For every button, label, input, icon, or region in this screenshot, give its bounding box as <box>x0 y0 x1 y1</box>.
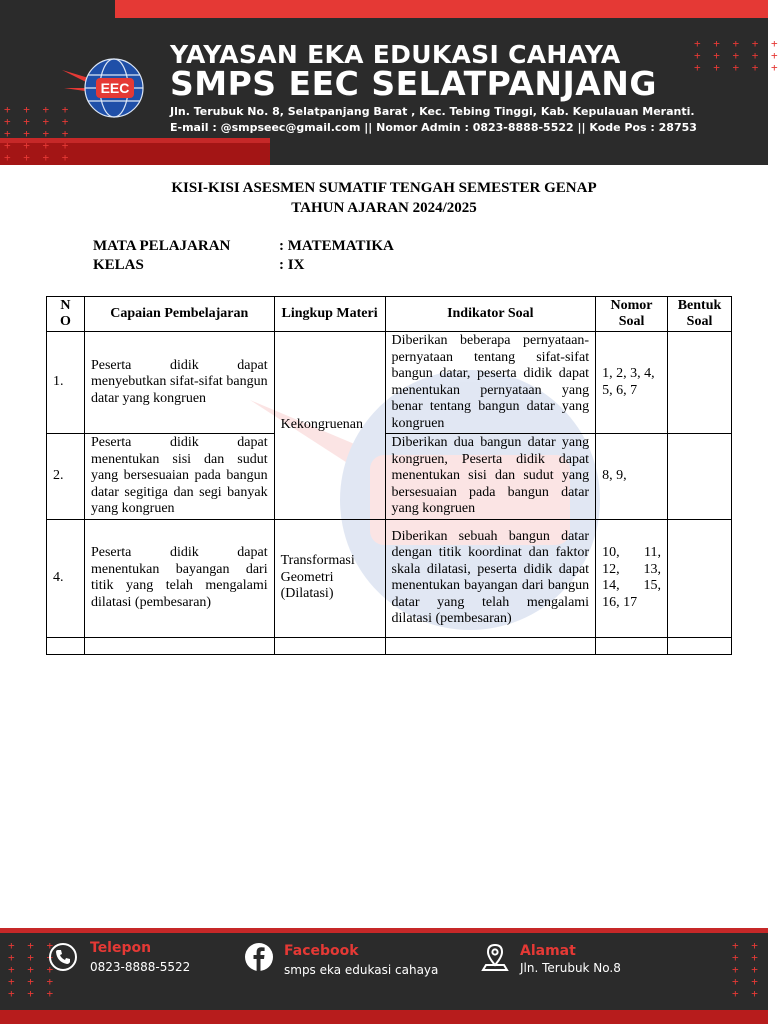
document-subtitle: TAHUN AJARAN 2024/2025 <box>291 200 477 216</box>
document-title: KISI-KISI ASESMEN SUMATIF TENGAH SEMESTER GENAP <box>171 180 597 196</box>
capaian-cell: Peserta didik dapat menyebutkan sifat-sifat bangun datar yang kongruen <box>84 332 274 434</box>
school-address: Jln. Terubuk No. 8, Selatpanjang Barat , Kec. Tebing Tinggi, Kab. Kepulauan Meranti. <box>170 105 695 118</box>
facebook-value: smps eka edukasi cahaya <box>284 963 439 977</box>
empty-cell <box>596 637 668 654</box>
empty-cell <box>47 637 85 654</box>
row-number: 1. <box>47 332 85 434</box>
class-line <box>93 257 304 274</box>
facebook-icon <box>244 942 274 972</box>
nomor-cell: 1, 2, 3, 4, 5, 6, 7 <box>596 332 668 434</box>
header-red-strip <box>115 0 768 18</box>
phone-icon <box>48 942 78 972</box>
row-number: 4. <box>47 519 85 637</box>
plus-pattern-left: + + + + + + + + + + + + + + + + + + + + <box>4 103 72 164</box>
table-row <box>47 332 732 434</box>
school-contact: E-mail : @smpseec@gmail.com || Nomor Admin : 0823-8888-5522 || Kode Pos : 28753 <box>170 121 697 134</box>
empty-cell <box>385 637 596 654</box>
subject-line <box>93 238 394 255</box>
empty-cell <box>84 637 274 654</box>
phone-value: 0823-8888-5522 <box>90 960 191 974</box>
plus-pattern-footer-right: + + + + + + + + + + <box>732 939 761 1000</box>
bentuk-cell <box>668 519 732 637</box>
lingkup-cell: Kekongruenan <box>274 332 385 520</box>
indikator-cell: Diberikan dua bangun datar yang kongruen, Peserta didik dapat menentukan sisi dan sudut yang bersesuaian pada bangun datar yang kongruen <box>385 434 596 520</box>
facebook-label: Facebook <box>284 943 359 959</box>
address-label: Alamat <box>520 943 576 959</box>
school-name: SMPS EEC SELATPANJANG <box>170 64 658 103</box>
table-row <box>47 434 732 520</box>
class-value: : IX <box>279 257 305 273</box>
kisi-kisi-table <box>46 296 732 655</box>
nomor-cell: 10, 11, 12, 13, 14, 15, 16, 17 <box>596 519 668 637</box>
empty-cell <box>668 637 732 654</box>
svg-text:EEC: EEC <box>100 80 130 96</box>
header-dark-strip <box>0 0 115 18</box>
indikator-cell: Diberikan sebuah bangun datar dengan titik koordinat dan faktor skala dilatasi, peserta didik dapat menentukan bayangan dari bangun datar yang telah mengalami dilatasi (pembesaran) <box>385 519 596 637</box>
indikator-cell: Diberikan beberapa pernyataan-pernyataan tentang sifat-sifat bangun datar, peserta didik dapat menentukan pernyataan yang benar tentang bangun datar yang kongruen <box>385 332 596 434</box>
phone-label: Telepon <box>90 940 152 956</box>
foundation-name: YAYASAN EKA EDUKASI CAHAYA <box>170 40 621 69</box>
table-header-row <box>47 297 732 332</box>
header-no: N O <box>47 297 85 332</box>
footer-red-line <box>0 928 768 933</box>
capaian-cell: Peserta didik dapat menentukan sisi dan sudut yang bersesuaian pada bangun datar segitiga dan segi banyak yang kongruen <box>84 434 274 520</box>
nomor-cell: 8, 9, <box>596 434 668 520</box>
header-capaian: Capaian Pembelajaran <box>84 297 274 332</box>
address-value: Jln. Terubuk No.8 <box>520 961 621 975</box>
plus-pattern-footer-left: + + + + + + + + + + + + + + + <box>8 939 57 1000</box>
footer-red-band <box>0 1010 768 1024</box>
footer <box>0 928 768 1024</box>
table-row-empty <box>47 637 732 654</box>
lingkup-cell: Transformasi Geometri (Dilatasi) <box>274 519 385 637</box>
subject-value: : MATEMATIKA <box>279 238 394 254</box>
header-lingkup: Lingkup Materi <box>274 297 385 332</box>
header-indikator: Indikator Soal <box>385 297 596 332</box>
table-row <box>47 519 732 637</box>
class-label: KELAS <box>93 257 144 273</box>
capaian-cell: Peserta didik dapat menentukan bayangan dari titik yang telah mengalami dilatasi (pembesaran) <box>84 519 274 637</box>
row-number: 2. <box>47 434 85 520</box>
plus-pattern-right: + + + + + + + + + + + + + + + <box>694 37 781 74</box>
letterhead <box>0 0 781 165</box>
empty-cell <box>274 637 385 654</box>
bentuk-cell <box>668 434 732 520</box>
header-nomor: Nomor Soal <box>596 297 668 332</box>
header-bentuk: Bentuk Soal <box>668 297 732 332</box>
subject-label: MATA PELAJARAN <box>93 238 231 254</box>
bentuk-cell <box>668 332 732 434</box>
location-pin-icon <box>480 942 510 972</box>
school-logo <box>62 58 154 120</box>
